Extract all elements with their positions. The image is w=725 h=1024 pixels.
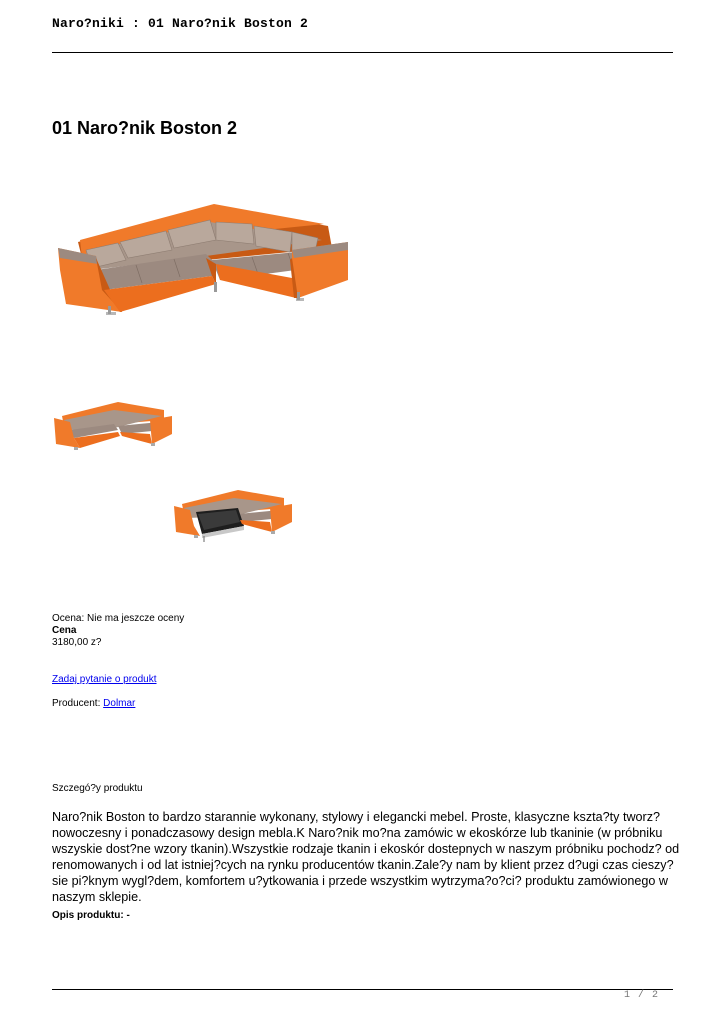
header-rule (52, 52, 673, 53)
price-label: Cena (52, 625, 77, 636)
product-title: 01 Naro?nik Boston 2 (52, 118, 238, 138)
producer-line (52, 698, 135, 710)
opis-label: Opis produktu: - (52, 910, 130, 921)
main-product-image (56, 200, 352, 330)
product-thumbnail-1[interactable] (52, 398, 174, 454)
running-header: Naro?niki : 01 Naro?nik Boston 2 (52, 16, 309, 31)
corner-sofa-image (58, 204, 348, 315)
product-description: Naro?nik Boston to bardzo starannie wykonany, stylowy i elegancki mebel. Proste, klasyczne kszta?ty tworz? nowoczesny i ponadczasowy design mebla.K Naro?nik mo?na zamówic w ekoskórze lub tkaninie (w próbniku wszyskie dost?ne wzory tkanin).Wszystkie rodzaje tkanin i ekoskór dostepnych w naszym próbniku pochodz? od renomowanych i od lat istniej?cych na rynku producentów tkanin.Zale?y nam by klient przez d?ugi czas cieszy? sie pi?knym wygl?dem, komfortem u?ytkowania i przede wszystkim wytrzyma?o?ci? produktu zamówionego w naszym sklepie. (52, 810, 680, 904)
sofa-bed-open-thumbnail (174, 490, 292, 542)
footer-rule (52, 989, 673, 990)
details-heading: Szczegó?y produktu (52, 783, 143, 794)
producer-link[interactable]: Dolmar (103, 698, 136, 709)
page-number: 1 / 2 (624, 990, 660, 1001)
rating-text: Ocena: Nie ma jeszcze oceny (52, 613, 185, 624)
ask-question-link[interactable]: Zadaj pytanie o produkt (52, 674, 157, 685)
corner-sofa-thumbnail (54, 402, 172, 450)
producer-label: Producent: (52, 698, 104, 709)
product-thumbnail-2[interactable] (172, 486, 294, 546)
price-value: 3180,00 z? (52, 637, 102, 648)
